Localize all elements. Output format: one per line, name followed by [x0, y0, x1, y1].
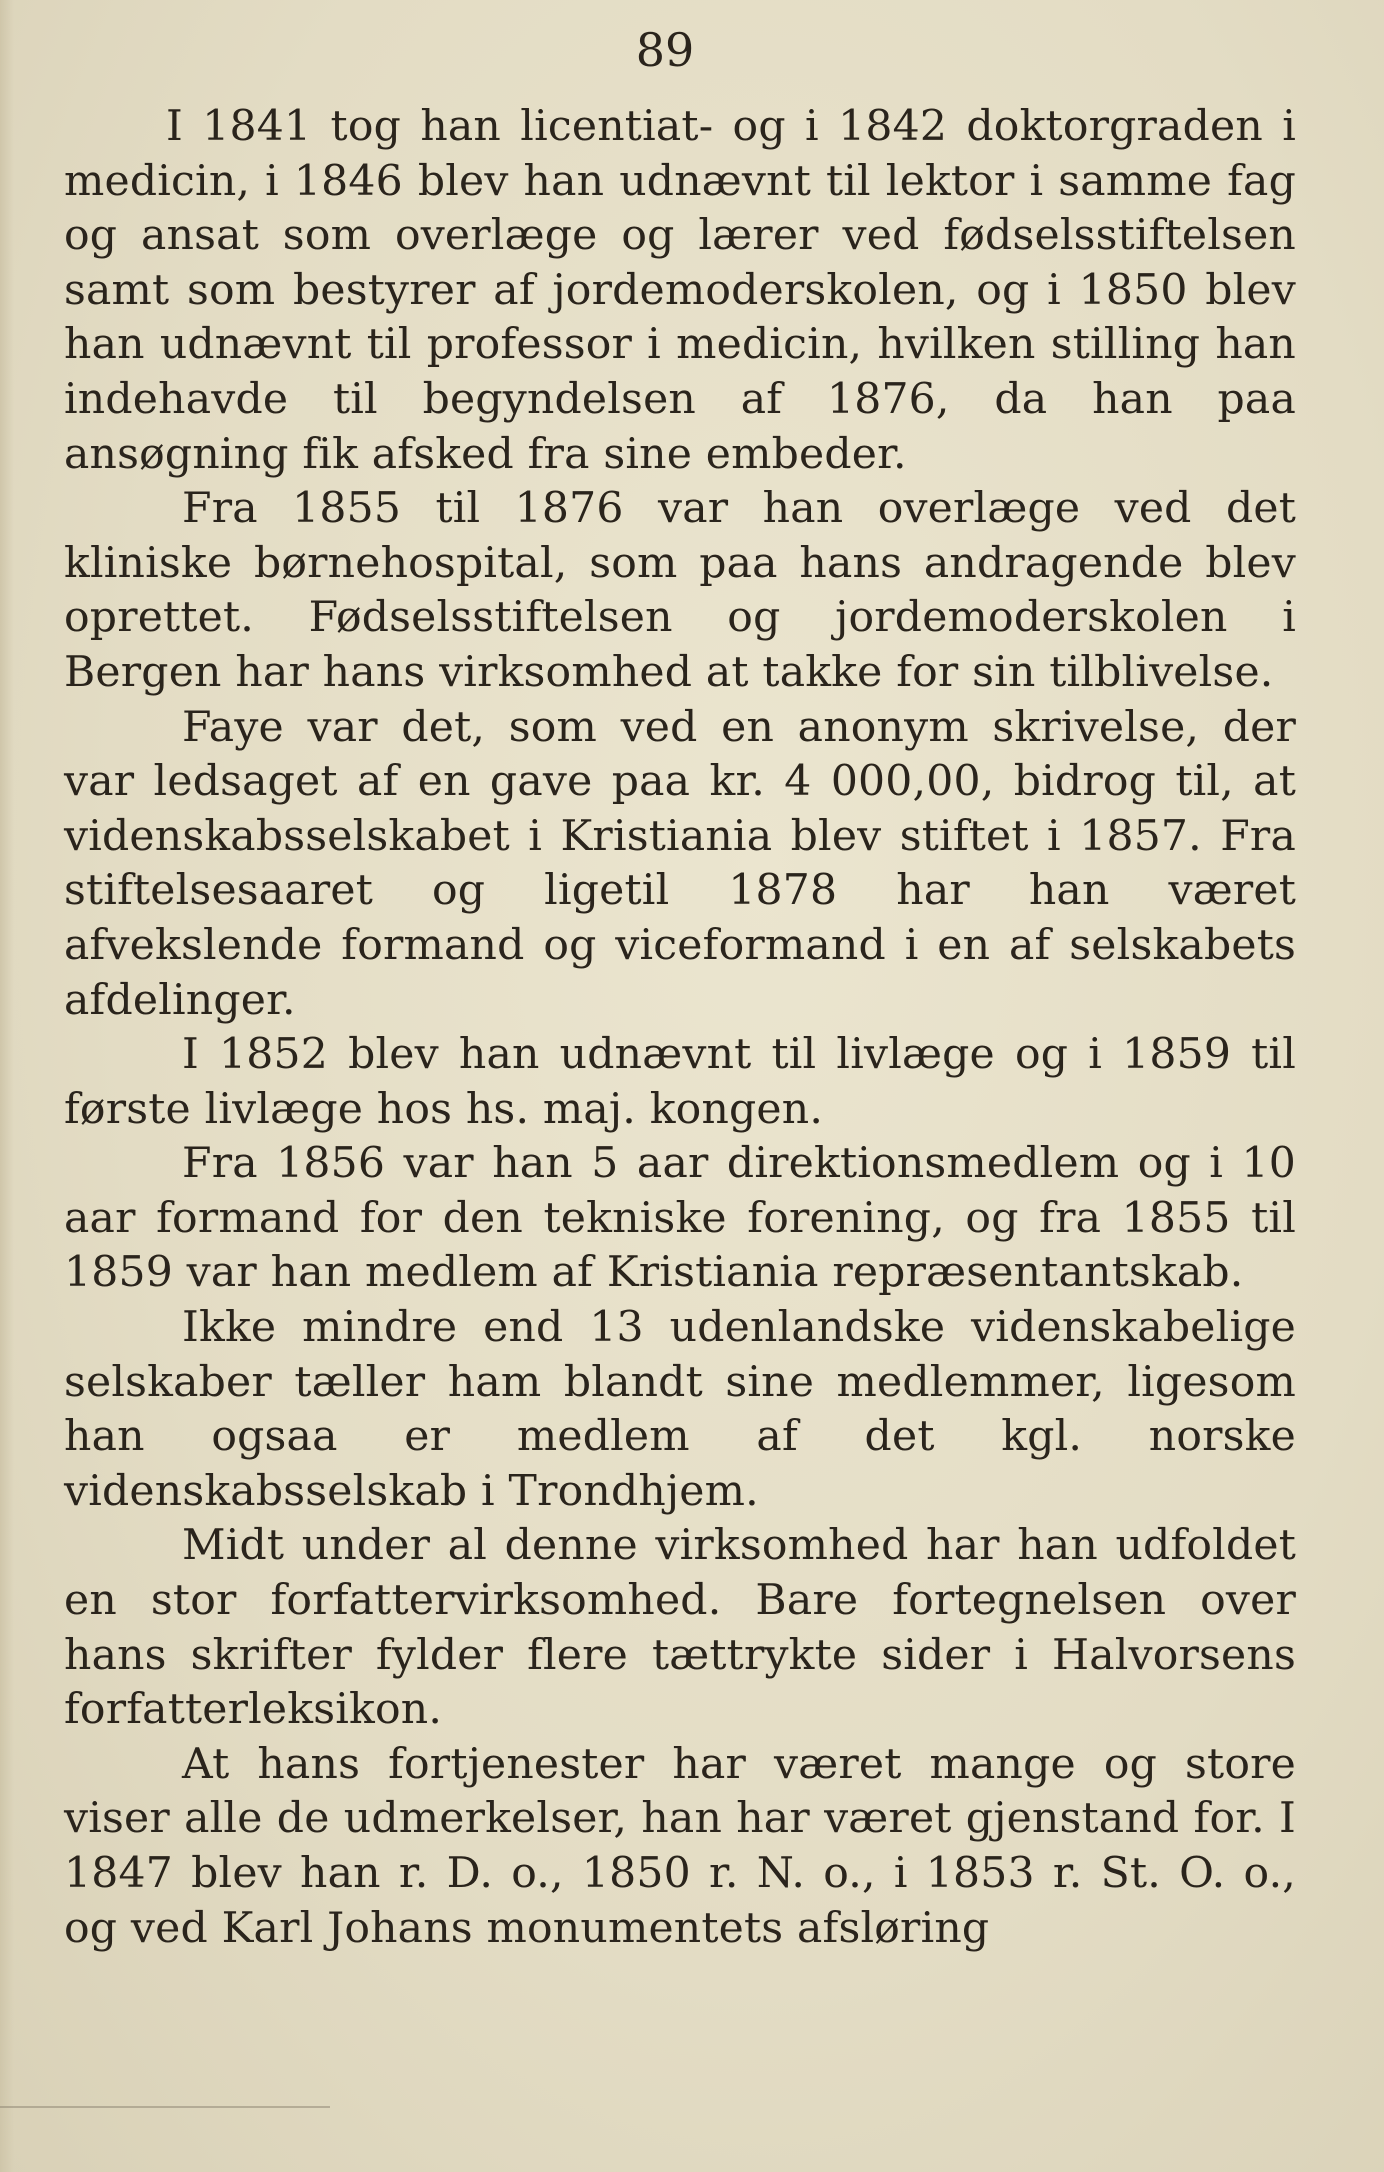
page-edge-shadow	[0, 0, 14, 2172]
page-number: 89	[635, 23, 695, 77]
paragraph-7: Midt under al denne virksomhed har han udfoldet en stor forfattervirksomhed. Bare fortegnelsen over hans skrifter fylder flere tættrykte sider i Halvorsens forfatterleksikon.	[64, 1521, 1296, 1735]
paragraph-3: Faye var det, som ved en anonym skrivelse, der var ledsaget af en gave paa kr. 4 000,00, bidrog til, at videnskabsselskabet i Kristiania blev stiftet i 1857. Fra stiftelsesaaret og ligetil 1878 har han været afvekslende formand og viceformand i en af selskabets afdelinger.	[64, 702, 1296, 1025]
paragraph-6: Ikke mindre end 13 udenlandske videnskabelige selskaber tæller ham blandt sine medlemmer, ligesom han ogsaa er medlem af det kgl. norske videnskabsselskab i Trondhjem.	[64, 1303, 1296, 1516]
body-text	[64, 100, 1296, 1956]
paragraph-4: I 1852 blev han udnævnt til livlæge og i 1859 til første livlæge hos hs. maj. kongen.	[64, 1030, 1296, 1134]
paragraph-8: At hans fortjenester har været mange og store viser alle de udmerkelser, han har været gjenstand for. I 1847 blev han r. D. o., 1850 r. N. o., i 1853 r. St. O. o., og ved Karl Johans monumentets afsløring	[64, 1739, 1296, 1953]
paragraph-1: I 1841 tog han licentiat- og i 1842 doktorgraden i medicin, i 1846 blev han udnævnt til lektor i samme fag og ansat som overlæge og lærer ved fødselsstiftelsen samt som bestyrer af jordemoderskolen, og i 1850 blev han udnævnt til professor i medicin, hvilken stilling han indehavde til begyndelsen af 1876, da han paa ansøgning fik afsked fra sine embeder.	[64, 102, 1296, 479]
paragraph-2: Fra 1855 til 1876 var han overlæge ved det kliniske børnehospital, som paa hans andragende blev oprettet. Fødselsstiftelsen og jordemoderskolen i Bergen har hans virksomhed at takke for sin tilblivelse.	[64, 484, 1296, 697]
paragraph-5: Fra 1856 var han 5 aar direktionsmedlem og i 10 aar formand for den tekniske forening, og fra 1855 til 1859 var han medlem af Kristiania repræsentantskab.	[64, 1139, 1296, 1298]
bottom-edge-mark	[0, 2106, 330, 2108]
